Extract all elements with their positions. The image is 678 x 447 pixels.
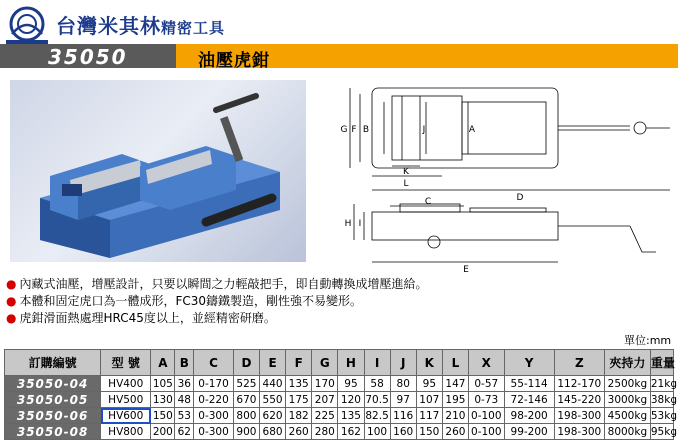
table-cell: 53 (175, 408, 194, 424)
table-cell: 95 (416, 376, 442, 392)
product-name: 油壓虎鉗 (198, 51, 270, 71)
table-cell: 182 (286, 408, 312, 424)
table-cell: 147 (442, 376, 468, 392)
table-cell: 175 (286, 392, 312, 408)
table-cell: 198-300 (554, 424, 604, 440)
table-cell: 99-200 (504, 424, 554, 440)
table-cell: 58 (364, 376, 390, 392)
col-header: 型 號 (101, 350, 151, 376)
table-cell: 117 (416, 408, 442, 424)
table-cell: 36 (175, 376, 194, 392)
col-header: X (469, 350, 505, 376)
dim-label-i: I (358, 219, 362, 229)
table-cell: 900 (233, 424, 259, 440)
table-cell: 145-220 (554, 392, 604, 408)
table-cell: 150 (416, 424, 442, 440)
table-cell: 55-114 (504, 376, 554, 392)
table-cell: 48 (175, 392, 194, 408)
table-cell: 150 (152, 409, 173, 422)
table-cell: 0-100 (469, 424, 505, 440)
feature-list (6, 276, 526, 327)
order-number-cell: 35050-08 (5, 424, 101, 440)
col-header: L (442, 350, 468, 376)
dim-label-j: J (422, 125, 426, 135)
dim-label-c: C (424, 197, 432, 207)
top-view-body (372, 88, 558, 168)
table-cell: 130 (152, 393, 173, 406)
table-cell: 135 (338, 408, 364, 424)
table-cell: 98-200 (504, 408, 554, 424)
table-cell: 680 (260, 424, 286, 440)
table-cell: 160 (390, 424, 416, 440)
col-header: I (364, 350, 390, 376)
table-cell: 3000kg (604, 392, 650, 408)
bullet-icon: ● (6, 294, 17, 308)
table-cell: 670 (233, 392, 259, 408)
table-cell: 95 (338, 376, 364, 392)
col-header: F (286, 350, 312, 376)
col-header: D (233, 350, 259, 376)
dim-label-a: A (468, 125, 476, 135)
table-cell: 0-57 (469, 376, 505, 392)
feature-item (6, 293, 526, 310)
table-cell: 0-73 (469, 392, 505, 408)
brand-suffix: 精密工具 (161, 19, 226, 37)
table-cell: 225 (312, 408, 338, 424)
spec-table (4, 349, 677, 440)
table-cell: 120 (338, 392, 364, 408)
company-logo (4, 6, 50, 46)
col-header: Z (554, 350, 604, 376)
col-header: A (151, 350, 175, 376)
dim-label-b: B (362, 125, 370, 135)
bullet-icon: ● (6, 311, 17, 325)
table-row (5, 408, 674, 424)
table-row (5, 392, 674, 408)
col-header: K (416, 350, 442, 376)
unit-label: 單位:mm (624, 334, 672, 347)
model-cell: HV400 (101, 376, 151, 392)
brand-name (56, 10, 225, 39)
feature-item (6, 310, 526, 327)
col-header: 重量 (650, 350, 673, 376)
table-cell: 38kg (650, 393, 677, 406)
table-cell: 207 (312, 392, 338, 408)
order-number-cell: 35050-04 (5, 376, 101, 392)
table-header-row (5, 350, 674, 376)
feature-text: 內藏式油壓，增壓設計，只要以瞬間之力輕敲把手，即自動轉換成增壓進給。 (19, 277, 428, 291)
col-header: C (194, 350, 234, 376)
dim-label-g: G (340, 125, 348, 135)
order-number-cell: 35050-06 (5, 408, 101, 424)
table-cell: 105 (152, 377, 173, 390)
product-name-band (176, 44, 678, 71)
table-cell: 162 (338, 424, 364, 440)
table-cell: 2500kg (604, 376, 650, 392)
brand-main: 台灣米其林 (56, 14, 161, 38)
product-photo (10, 80, 306, 262)
table-cell: 0-300 (194, 408, 234, 424)
table-row (5, 424, 674, 440)
table-cell: 107 (416, 392, 442, 408)
table-cell: 112-170 (554, 376, 604, 392)
dim-label-l: L (403, 179, 409, 189)
table-cell: 550 (260, 392, 286, 408)
table-cell: 21kg (650, 377, 677, 390)
table-cell: 200 (152, 425, 173, 438)
table-cell: 800 (233, 408, 259, 424)
table-cell: 8000kg (604, 424, 650, 440)
col-header: J (390, 350, 416, 376)
side-view-body (372, 212, 558, 240)
dim-label-e: E (463, 265, 469, 275)
table-cell: 170 (312, 376, 338, 392)
table-cell: 0-300 (194, 424, 234, 440)
table-cell: 195 (442, 392, 468, 408)
table-cell: 97 (390, 392, 416, 408)
table-cell: 198-300 (554, 408, 604, 424)
model-cell: HV500 (101, 392, 151, 408)
table-cell: 260 (286, 424, 312, 440)
feature-item (6, 276, 526, 293)
table-cell: 80 (390, 376, 416, 392)
col-header: E (260, 350, 286, 376)
table-cell: 620 (260, 408, 286, 424)
col-header: B (175, 350, 194, 376)
table-cell: 135 (286, 376, 312, 392)
dim-label-k: K (403, 167, 409, 177)
table-cell: 0-170 (194, 376, 234, 392)
dim-label-d: D (516, 193, 524, 203)
table-cell: 0-220 (194, 392, 234, 408)
product-code-band (0, 44, 176, 68)
table-cell: 210 (442, 408, 468, 424)
spec-table-body (5, 376, 677, 440)
table-cell: 53kg (650, 409, 677, 422)
table-cell: 4500kg (604, 408, 650, 424)
table-cell: 62 (175, 424, 194, 440)
table-cell: 82.5 (365, 409, 389, 422)
order-number-cell: 35050-05 (5, 392, 101, 408)
bullet-icon: ● (6, 277, 17, 291)
col-header: H (338, 350, 364, 376)
table-cell: 280 (312, 424, 338, 440)
col-header: 夾持力 (604, 350, 650, 376)
catalog-header (0, 0, 678, 72)
dim-label-h: H (344, 219, 352, 229)
table-cell: 116 (390, 408, 416, 424)
table-cell: 100 (364, 424, 390, 440)
table-cell: 72-146 (504, 392, 554, 408)
table-cell: 0-100 (469, 408, 505, 424)
col-header: 訂購編號 (5, 350, 101, 376)
product-code: 35050 (48, 45, 128, 69)
table-cell: 440 (260, 376, 286, 392)
col-header: G (312, 350, 338, 376)
table-cell: 260 (442, 424, 468, 440)
table-cell: 70.5 (365, 393, 389, 406)
col-header: Y (504, 350, 554, 376)
feature-text: 虎鉗滑面熱處理HRC45度以上，並經精密研磨。 (19, 311, 276, 325)
table-cell: 95kg (650, 425, 677, 438)
table-row (5, 376, 674, 392)
table-cell: 525 (233, 376, 259, 392)
dimension-drawing (330, 74, 678, 274)
model-cell: HV600 (101, 408, 151, 424)
dim-label-f: F (351, 125, 357, 135)
model-cell: HV800 (101, 424, 151, 440)
feature-text: 本體和固定虎口為一體成形，FC30鑄鐵製造，剛性強不易變形。 (19, 294, 363, 308)
